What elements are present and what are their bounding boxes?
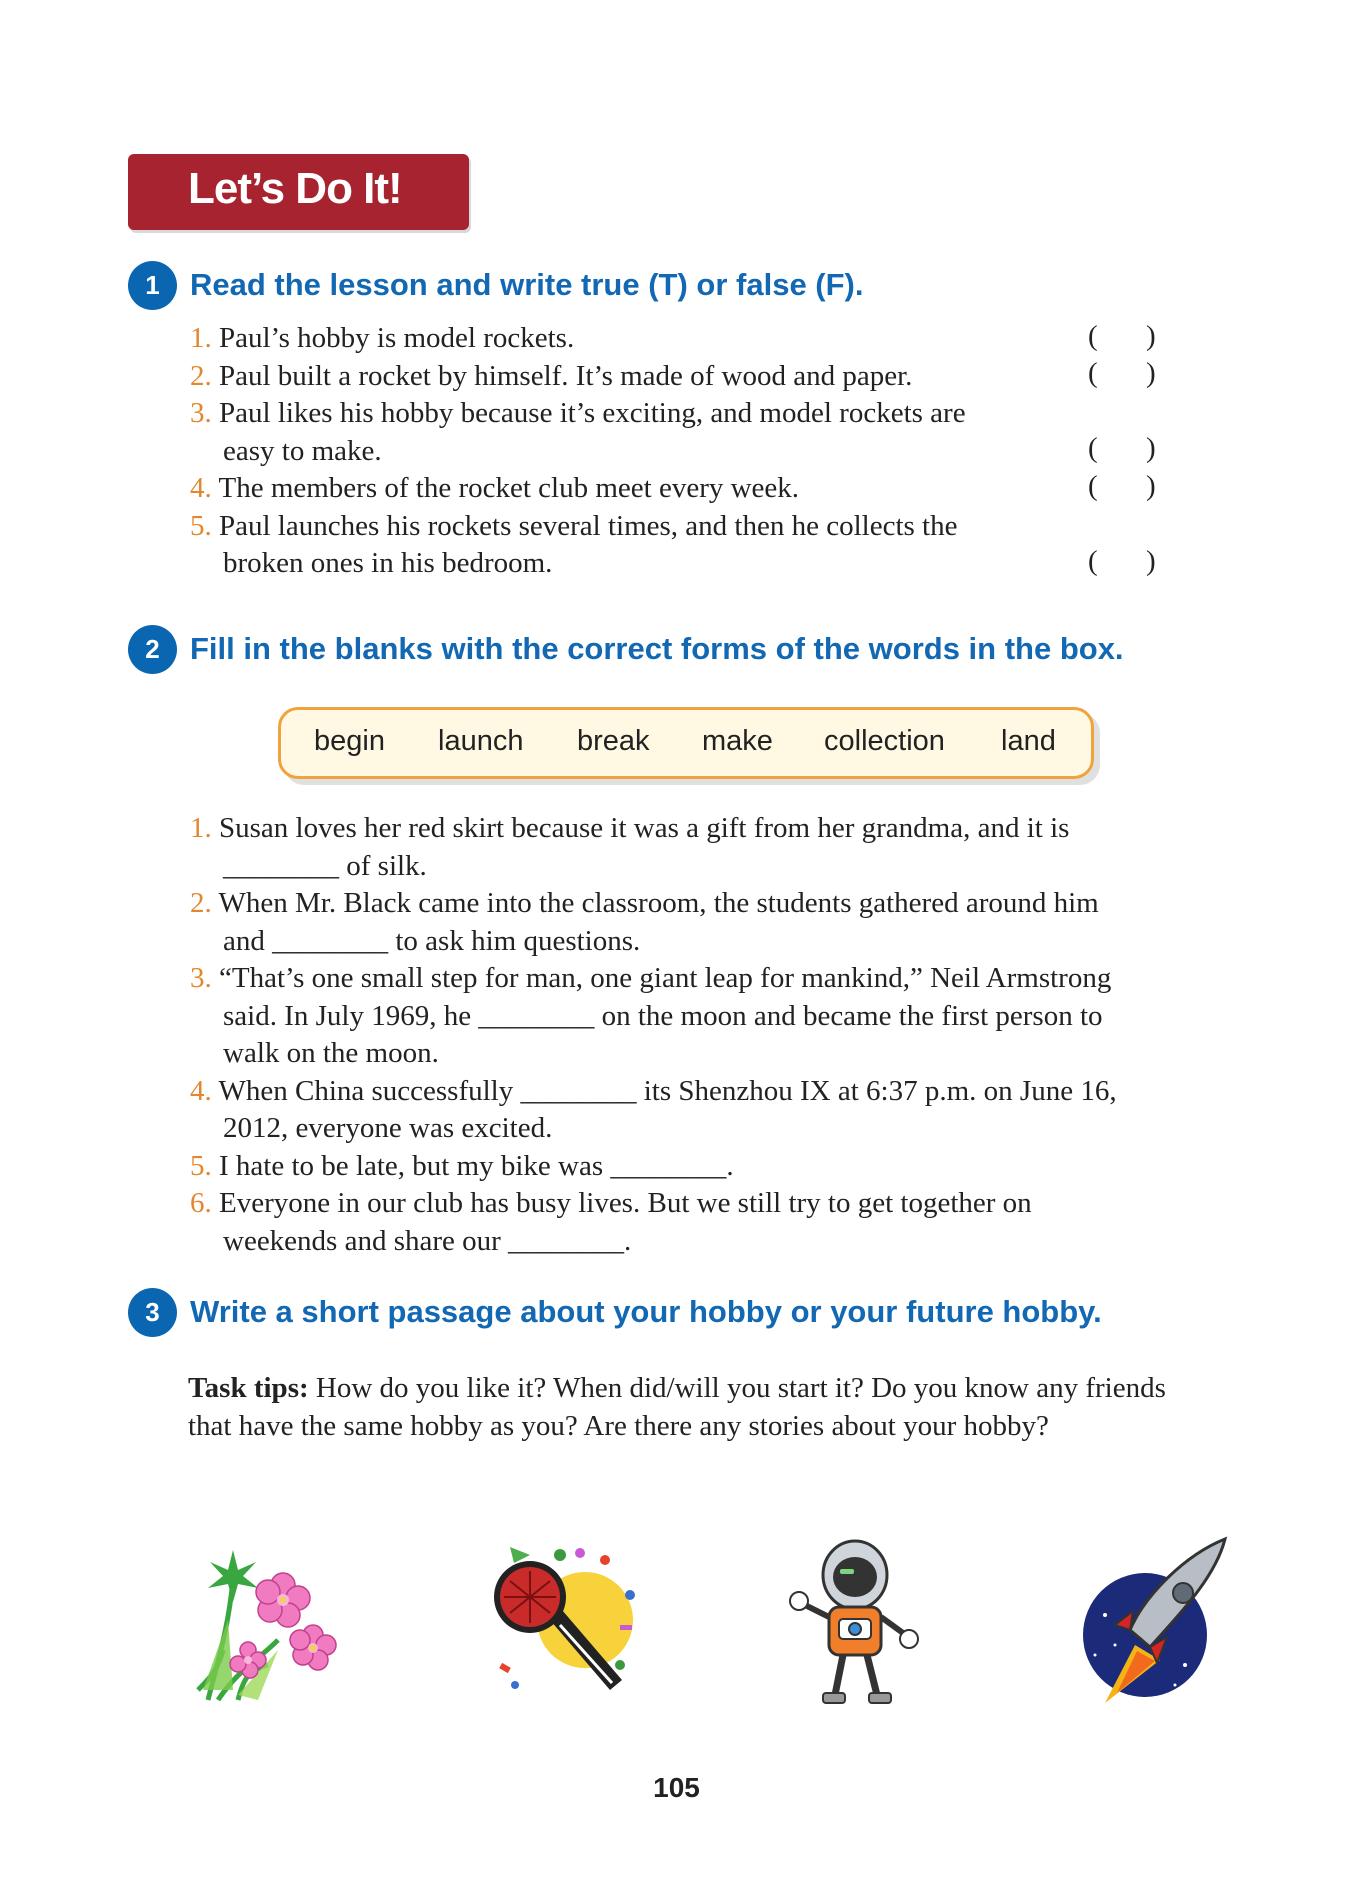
list-item: 5. Paul launches his rockets several times, and then he collects the: [190, 509, 958, 542]
list-item: 5. I hate to be late, but my bike was ________.: [190, 1149, 734, 1182]
list-item: 4. The members of the rocket club meet every week.: [190, 472, 800, 504]
section-number-badge: 1: [128, 261, 177, 310]
list-item-continuation: ________ of silk.: [223, 849, 427, 882]
astronaut-robot-illustration: [785, 1535, 925, 1710]
list-item-continuation: weekends and share our ________.: [223, 1224, 632, 1257]
list-item: 2. When Mr. Black came into the classroom, the students gathered around him: [190, 887, 1099, 919]
word-box-word: collection: [824, 725, 945, 757]
list-item: 3. Paul likes his hobby because it’s exciting, and model rockets are: [190, 397, 966, 429]
list-item-continuation: broken ones in his bedroom.: [223, 547, 553, 579]
flowers-illustration: [188, 1540, 348, 1705]
fill-blanks-list: [190, 810, 1117, 1260]
word-box-word: begin: [314, 725, 385, 757]
list-item-continuation: 2012, everyone was excited.: [223, 1112, 553, 1144]
section-number-badge: 2: [128, 625, 177, 674]
word-box-word: land: [1001, 725, 1056, 757]
task-tips: [188, 1370, 1208, 1445]
task-tips-text: How do you like it? When did/will you start it? Do you know any friends that have the same hobby as you? Are there any stories about your hobby?: [188, 1372, 1166, 1442]
word-box-word: make: [702, 725, 773, 757]
word-box-word: break: [577, 725, 650, 757]
page-number: 105: [653, 1772, 700, 1803]
list-item-continuation: and ________ to ask him questions.: [223, 924, 641, 957]
word-box: [278, 707, 1094, 779]
list-item-continuation: walk on the moon.: [223, 1037, 439, 1069]
task-tips-label: Task tips:: [188, 1372, 309, 1404]
list-item: 1. Susan loves her red skirt because it was a gift from her grandma, and it is: [190, 812, 1070, 844]
list-item: 6. Everyone in our club has busy lives. But we still try to get together on: [190, 1187, 1032, 1219]
word-box-word: launch: [438, 725, 524, 757]
list-item: 4. When China successfully ________ its Shenzhou IX at 6:37 p.m. on June 16,: [190, 1074, 1117, 1107]
section-title: Read the lesson and write true (T) or false (F).: [190, 267, 864, 302]
list-item-continuation: said. In July 1969, he ________ on the moon and became the first person to: [223, 999, 1103, 1032]
list-item: 1. Paul’s hobby is model rockets.: [190, 322, 575, 354]
section-title: Fill in the blanks with the correct forms of the words in the box.: [190, 631, 1124, 666]
true-false-list: [190, 320, 966, 583]
section-title: Write a short passage about your hobby or your future hobby.: [190, 1294, 1102, 1329]
list-item: 3. “That’s one small step for man, one giant leap for mankind,” Neil Armstrong: [190, 962, 1112, 994]
banner-title: Let’s Do It!: [188, 164, 402, 213]
list-item-continuation: easy to make.: [223, 434, 382, 467]
rocket-illustration: [1075, 1535, 1235, 1705]
list-item: 2. Paul built a rocket by himself. It’s made of wood and paper.: [190, 359, 913, 392]
section-banner: [128, 154, 469, 230]
section-number-badge: 3: [128, 1288, 177, 1337]
microphone-illustration: [490, 1545, 640, 1700]
